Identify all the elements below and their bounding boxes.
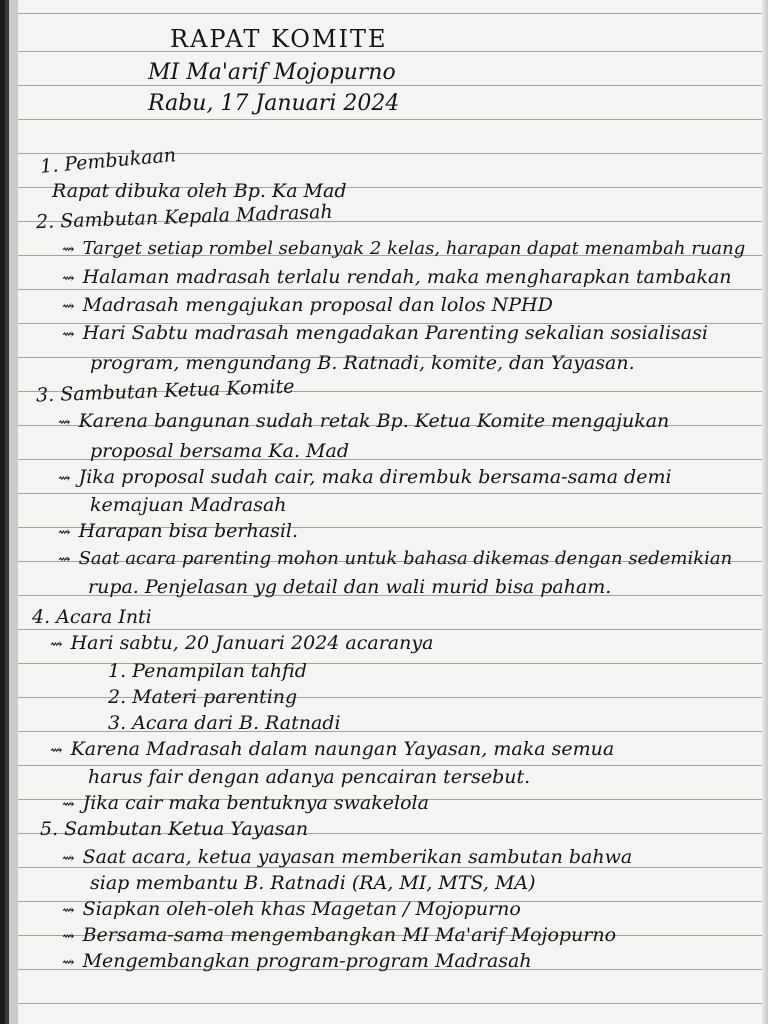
- section-heading-4: 4. Acara Inti: [32, 606, 152, 628]
- note-line-continued: harus fair dengan adanya pencairan tersebut.: [88, 766, 531, 788]
- arrow-bullet-icon: ⇝: [58, 523, 71, 541]
- arrow-bullet-icon: ⇝: [62, 269, 75, 287]
- bullet-line: ⇝ Mengembangkan program-program Madrasah: [62, 950, 532, 972]
- arrow-bullet-icon: ⇝: [58, 550, 71, 568]
- document-date: Rabu, 17 Januari 2024: [148, 91, 400, 116]
- arrow-bullet-icon: ⇝: [62, 849, 75, 867]
- numbered-item: 3. Acara dari B. Ratnadi: [108, 712, 341, 734]
- bullet-line: ⇝ Saat acara, ketua yayasan memberikan sambutan bahwa: [62, 846, 633, 868]
- section-heading-2: 2. Sambutan Kepala Madrasah: [35, 200, 333, 234]
- bullet-line: ⇝ Bersama-sama mengembangkan MI Ma'arif Mojopurno: [62, 924, 617, 946]
- arrow-bullet-icon: ⇝: [62, 901, 75, 919]
- note-line-continued: rupa. Penjelasan yg detail dan wali murid bisa paham.: [88, 576, 612, 598]
- arrow-bullet-icon: ⇝: [62, 953, 75, 971]
- arrow-bullet-icon: ⇝: [62, 927, 75, 945]
- note-line-continued: siap membantu B. Ratnadi (RA, MI, MTS, MA): [90, 872, 536, 894]
- section-heading-5: 5. Sambutan Ketua Yayasan: [40, 818, 309, 840]
- arrow-bullet-icon: ⇝: [50, 741, 63, 759]
- numbered-item: 2. Materi parenting: [108, 686, 298, 708]
- bullet-line: ⇝ Target setiap rombel sebanyak 2 kelas, harapan dapat menambah ruang: [62, 238, 746, 259]
- bullet-line: ⇝ Halaman madrasah terlalu rendah, maka mengharapkan tambakan: [62, 266, 732, 288]
- note-line-continued: proposal bersama Ka. Mad: [90, 440, 349, 462]
- bullet-line: ⇝ Jika cair maka bentuknya swakelola: [62, 792, 429, 814]
- note-line: Rapat dibuka oleh Bp. Ka Mad: [52, 180, 347, 202]
- arrow-bullet-icon: ⇝: [62, 297, 75, 315]
- arrow-bullet-icon: ⇝: [50, 635, 63, 653]
- bullet-line: ⇝ Madrasah mengajukan proposal dan lolos NPHD: [62, 294, 553, 316]
- note-line-continued: program, mengundang B. Ratnadi, komite, dan Yayasan.: [90, 352, 635, 374]
- section-heading-3: 3. Sambutan Ketua Komite: [35, 375, 295, 407]
- arrow-bullet-icon: ⇝: [62, 240, 75, 258]
- bullet-line: ⇝ Harapan bisa berhasil.: [58, 520, 299, 542]
- bullet-line: ⇝ Siapkan oleh-oleh khas Magetan / Mojopurno: [62, 898, 521, 920]
- note-line-continued: kemajuan Madrasah: [90, 494, 287, 516]
- arrow-bullet-icon: ⇝: [58, 469, 71, 487]
- bullet-line: ⇝ Hari Sabtu madrasah mengadakan Parenting sekalian sosialisasi: [62, 322, 708, 344]
- bullet-line: ⇝ Saat acara parenting mohon untuk bahasa dikemas dengan sedemikian: [58, 548, 733, 569]
- document-title: RAPAT KOMITE: [170, 25, 388, 53]
- bullet-line: ⇝ Hari sabtu, 20 Januari 2024 acaranya: [50, 632, 434, 654]
- bullet-line: ⇝ Jika proposal sudah cair, maka dirembuk bersama-sama demi: [58, 466, 672, 488]
- arrow-bullet-icon: ⇝: [58, 413, 71, 431]
- bullet-line: ⇝ Karena Madrasah dalam naungan Yayasan, maka semua: [50, 738, 615, 760]
- numbered-item: 1. Penampilan tahfid: [108, 660, 307, 682]
- section-heading-1: 1. Pembukaan: [39, 144, 177, 178]
- arrow-bullet-icon: ⇝: [62, 325, 75, 343]
- arrow-bullet-icon: ⇝: [62, 795, 75, 813]
- document-subtitle: MI Ma'arif Mojopurno: [148, 60, 396, 85]
- bullet-line: ⇝ Karena bangunan sudah retak Bp. Ketua Komite mengajukan: [58, 410, 670, 432]
